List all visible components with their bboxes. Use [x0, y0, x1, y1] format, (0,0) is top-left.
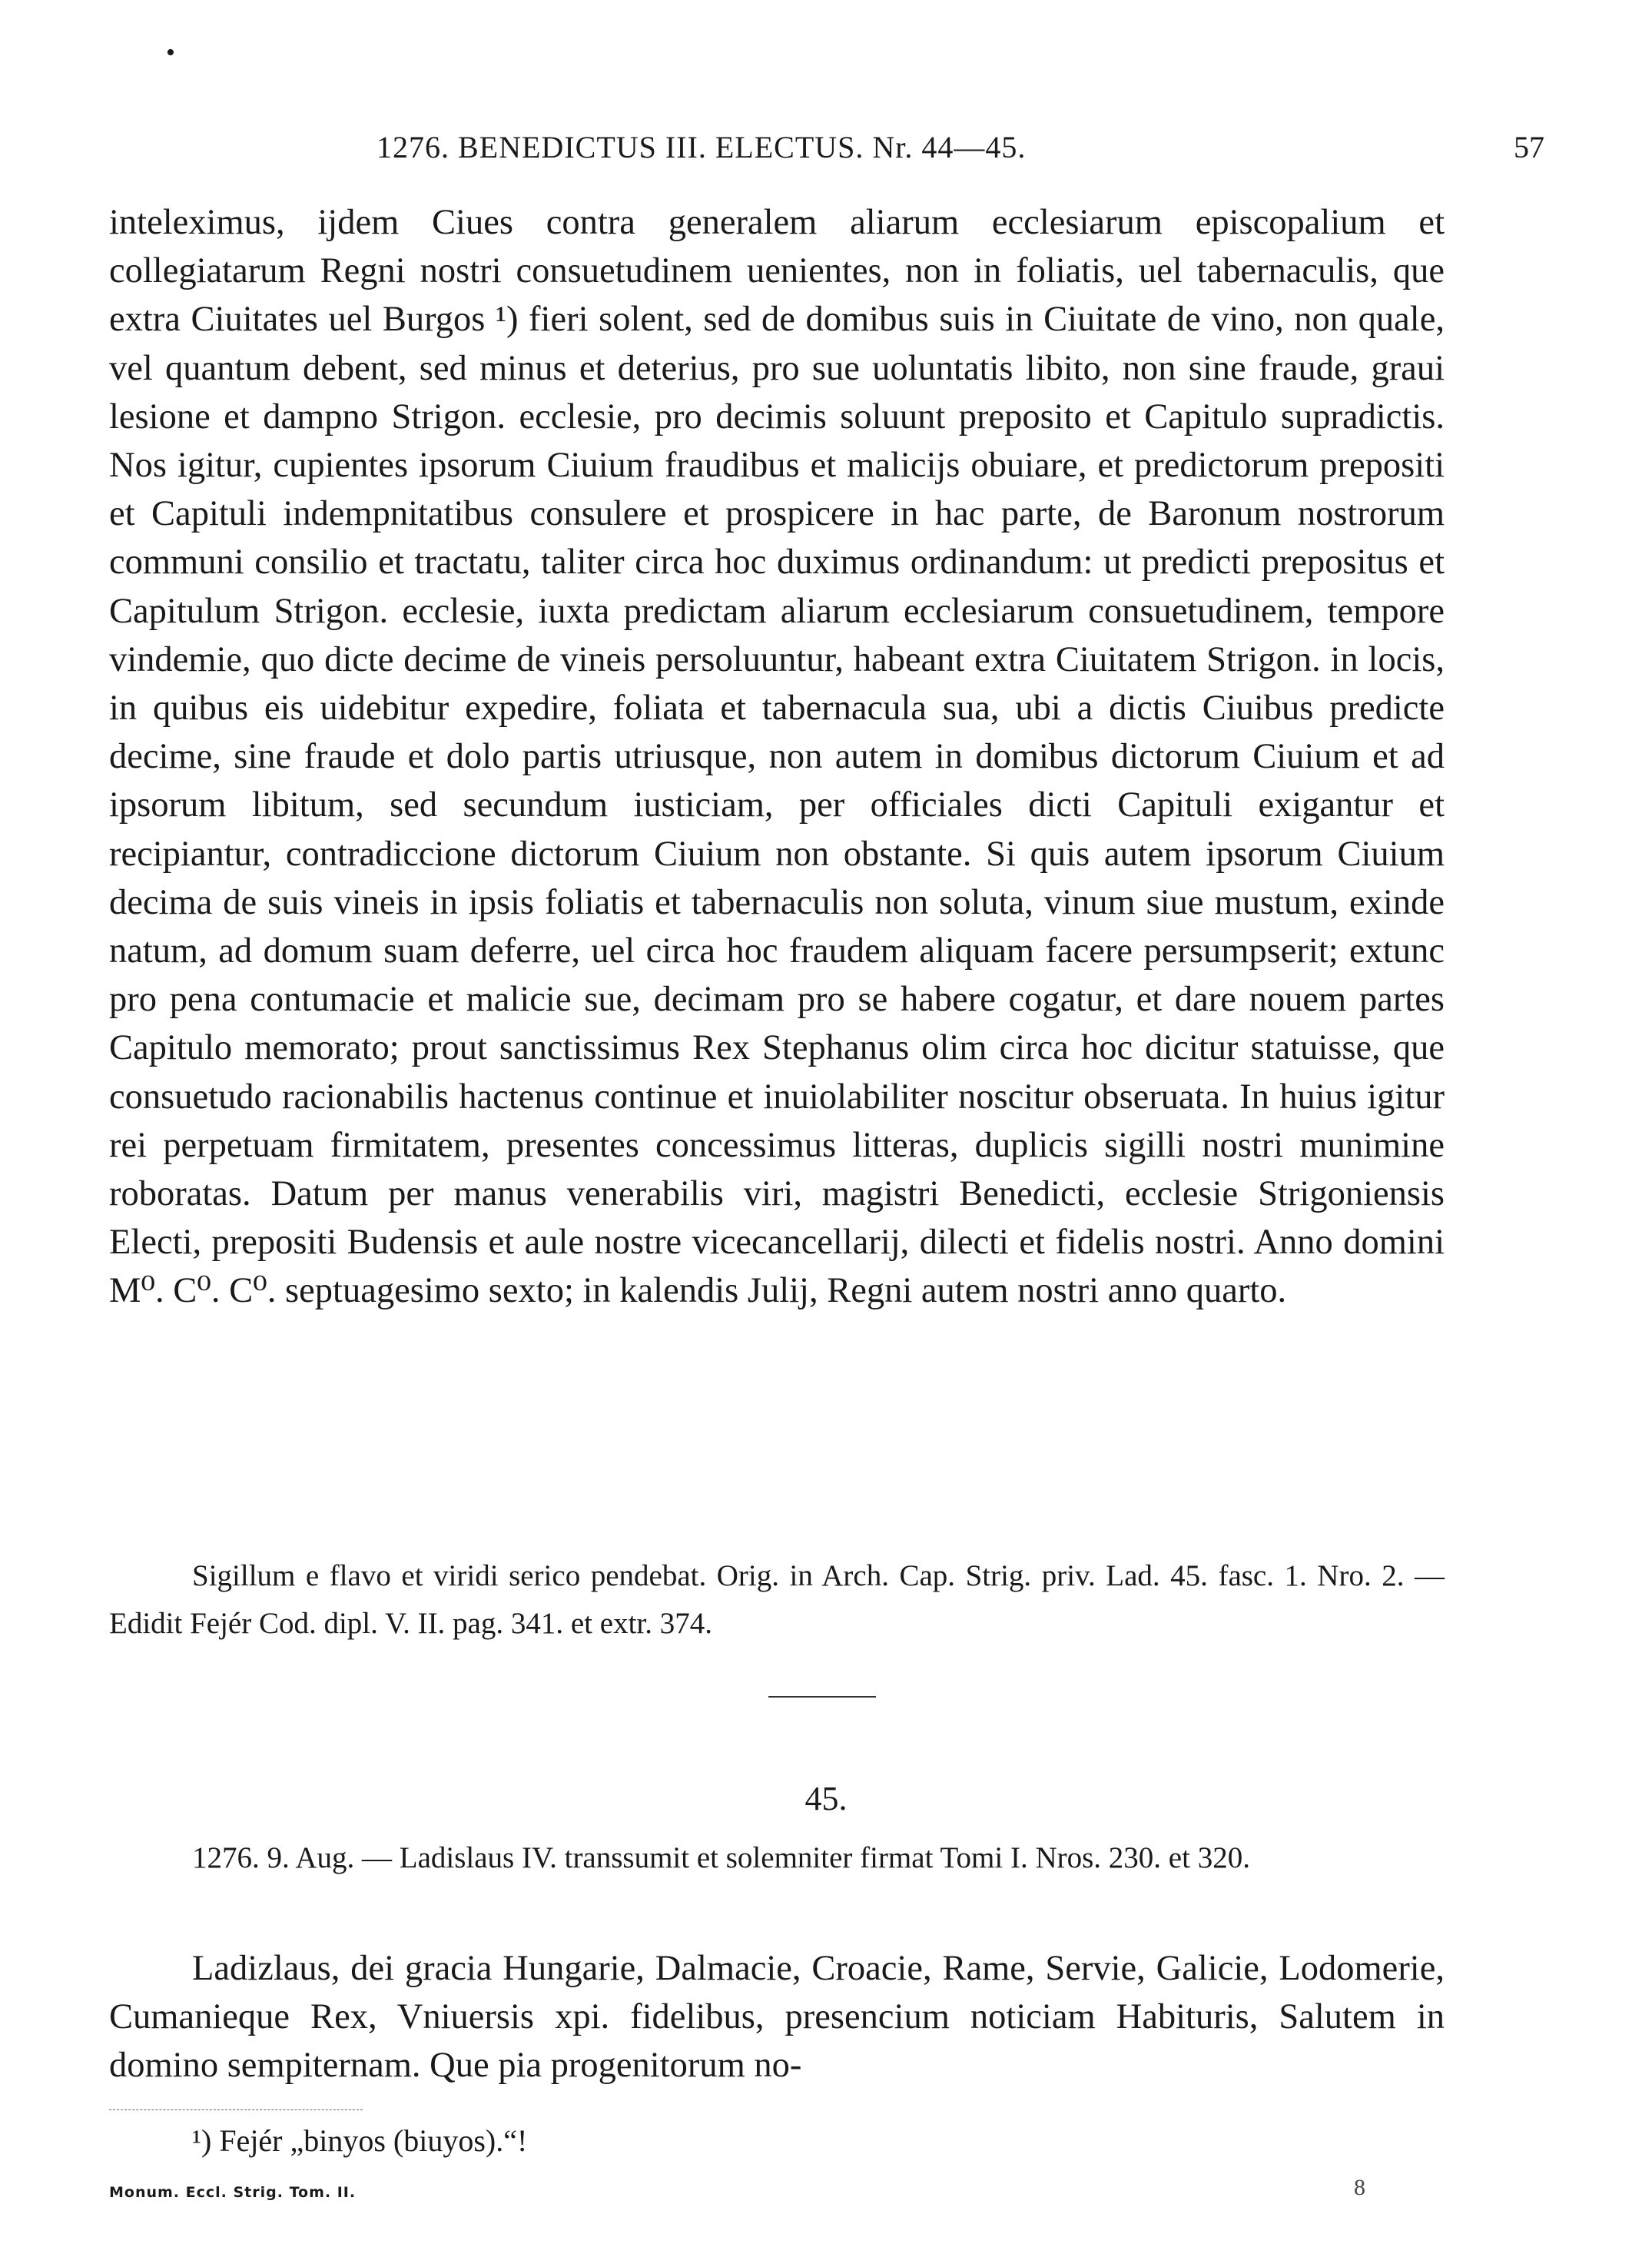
regest-text: 1276. 9. Aug. — Ladislaus IV. transsumit et solemniter firmat Tomi I. Nros. 230. et 320. [192, 1841, 1250, 1874]
sheet-number: 8 [1354, 2175, 1365, 2200]
footnote: ¹) Fejér „binyos (biuyos).“! [192, 2123, 528, 2158]
main-paragraph: inteleximus, ijdem Ciues contra generalem aliarum ecclesiarum episcopalium et collegiatarum Regni nostri consuetudinem uenientes, non in foliatis, uel tabernaculis, que extra Ciuitates uel Burgos ¹) fieri solent, sed de domibus suis in Ciuitate de vino, non quale, vel quantum debent, sed minus et deterius, pro sue uoluntatis libito, non sine fraude, graui lesione et dampno Strigon. ecclesie, pro decimis soluunt preposito et Capitulo supradictis. Nos igitur, cupientes ipsorum Ciuium fraudibus et malicijs obuiare, et predictorum prepositi et Capituli indempnitatibus consulere et prospicere in hac parte, de Baronum nostrorum communi consilio et tractatu, taliter circa hoc duximus ordinandum: ut predicti prepositus et Capitulum Strigon. ecclesie, iuxta predictam aliarum ecclesiarum consuetudinem, tempore vindemie, quo dicte decime de vineis persoluuntur, habeant extra Ciuitatem Strigon. in locis, in quibus eis uidebitur expedire, foliata et tabernacula sua, ubi a dictis Ciuibus predicte decime, sine fraude et dolo partis utriusque, non autem in domibus dictorum Ciuium et ad ipsorum libitum, sed secundum iusticiam, per officiales dicti Capituli exigantur et recipiantur, contradiccione dictorum Ciuium non obstante. Si quis autem ipsorum Ciuium decima de suis vineis in ipsis foliatis et tabernaculis non soluta, vinum siue mustum, exinde natum, ad domum suam deferre, uel circa hoc fraudem aliquam facere persumpserit; extunc pro pena contumacie et malicie sue, decimam pro se habere cogatur, et dare nouem partes Capitulo memorato; prout sanctissimus Rex Stephanus olim circa hoc dicitur statuisse, que consuetudo racionabilis hactenus continue et inuiolabiliter noscitur obseruata. In huius igitur rei perpetuam firmitatem, presentes concessimus litteras, duplicis sigilli nostri munimine roboratas. Datum per manus venerabilis viri, magistri Benedicti, ecclesie Strigoniensis Electi, prepositi Budensis et aule nostre vicecancellarij, dilecti et fidelis nostri. Anno domini M⁰. C⁰. C⁰. septuagesimo sexto; in kalendis Julij, Regni autem nostri anno quarto. [109, 203, 1445, 1311]
running-header [108, 129, 1544, 175]
footnote-divider [109, 2109, 363, 2110]
regest [109, 1834, 1445, 1882]
charter-paragraph: Ladizlaus, dei gracia Hungarie, Dalmacie, Croacie, Rame, Servie, Galicie, Lodomerie, Cumanieque Rex, Vniuersis xpi. fidelibus, presencium noticiam Habituris, Salutem in domino sempiternam. Que pia progenitorum no- [109, 1949, 1445, 2086]
page-number: 57 [1514, 130, 1544, 164]
document-number: 45. [804, 1780, 848, 1817]
source-note [109, 1552, 1445, 1648]
charter-text [109, 1944, 1445, 2090]
section-divider [768, 1696, 876, 1698]
source-note-text: Sigillum e flavo et viridi serico pendebat. Orig. in Arch. Cap. Strig. priv. Lad. 45. fasc. 1. Nro. 2. — Edidit Fejér Cod. dipl. V. II. pag. 341. et extr. 374. [109, 1559, 1445, 1640]
running-title: 1276. BENEDICTUS III. ELECTUS. Nr. 44—45. [377, 130, 1027, 164]
top-mark: • [166, 38, 175, 67]
main-text [109, 198, 1445, 1316]
printer-signature: Monum. Eccl. Strig. Tom. II. [109, 2184, 357, 2201]
